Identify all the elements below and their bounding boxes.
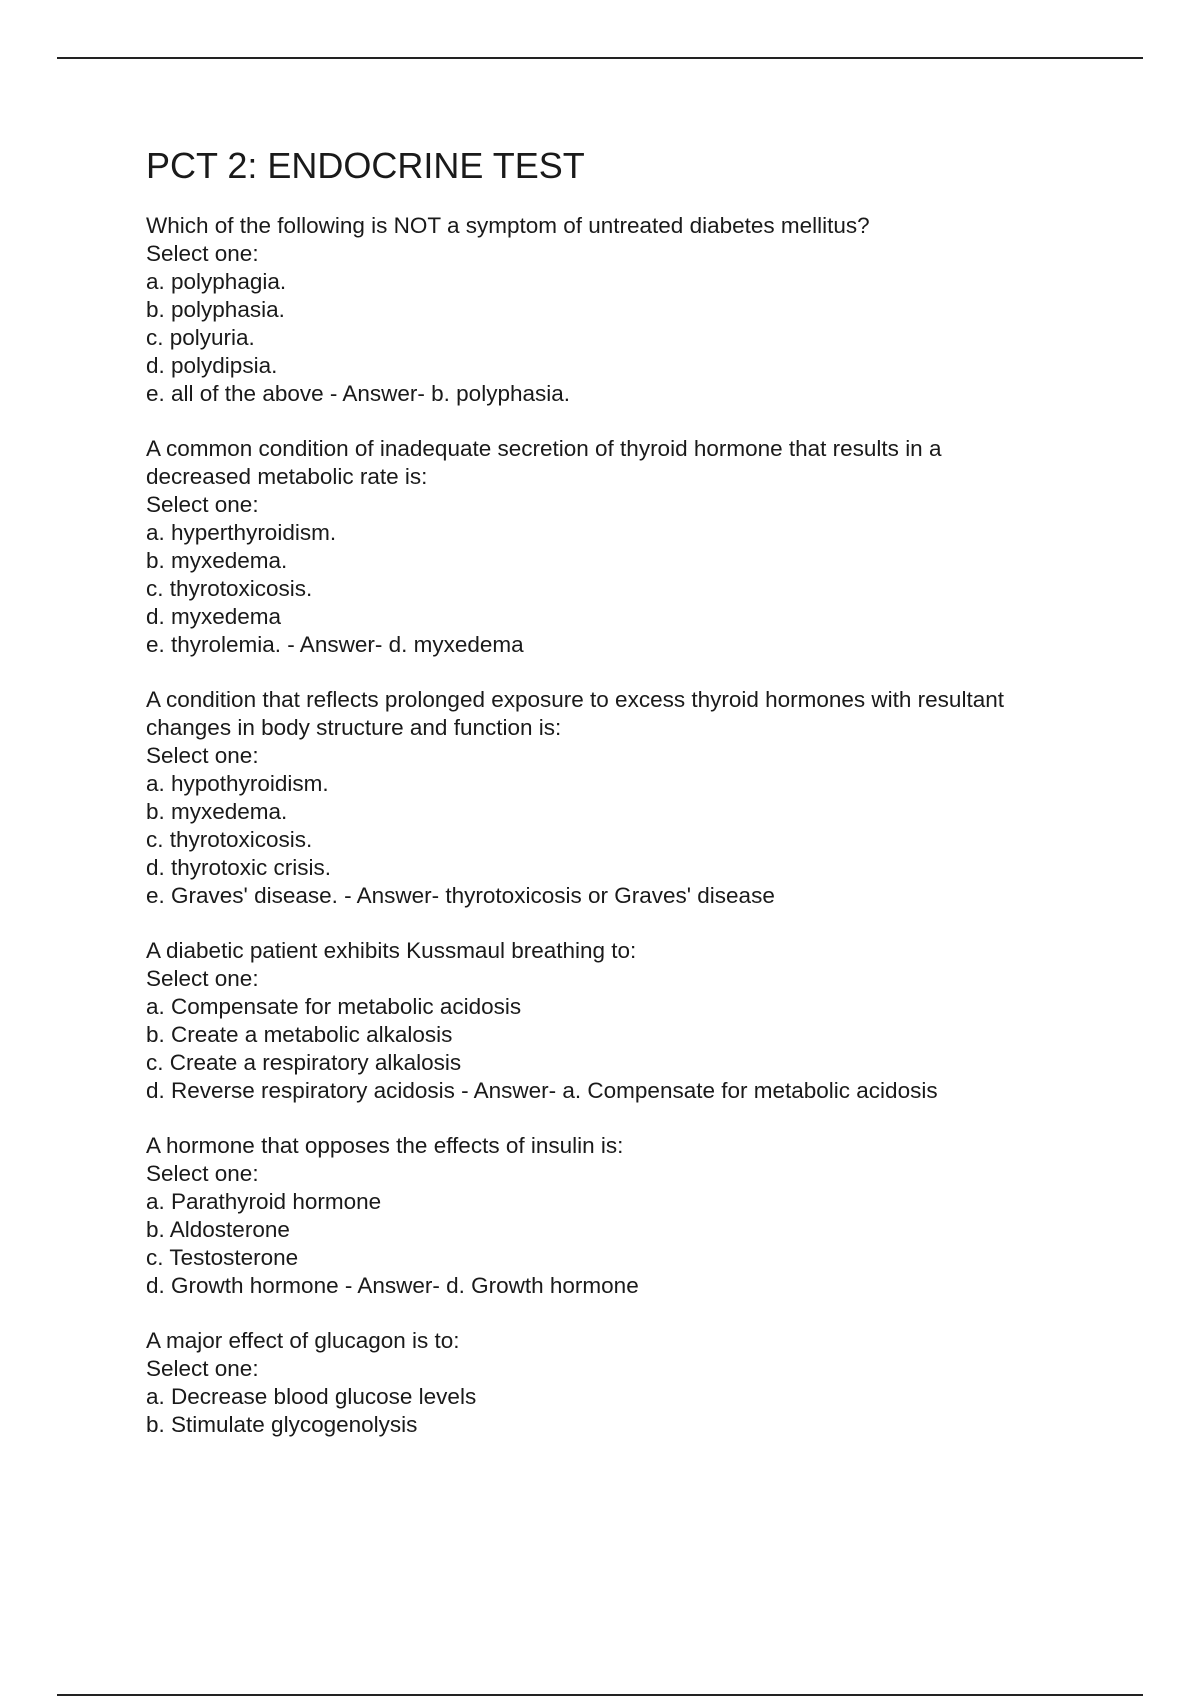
question-text: decreased metabolic rate is: [146,464,428,489]
option-line: a. hypothyroidism. [146,771,329,796]
option-line: d. polydipsia. [146,353,278,378]
document-body [146,140,1106,1466]
question-text: A diabetic patient exhibits Kussmaul breathing to: [146,938,637,963]
select-prompt: Select one: [146,1161,259,1186]
question-5 [146,1132,1106,1300]
option-line: a. Compensate for metabolic acidosis [146,994,522,1019]
question-1 [146,212,1106,408]
footer-rule [57,1694,1143,1696]
option-line: c. Testosterone [146,1245,299,1270]
question-text: A major effect of glucagon is to: [146,1328,460,1353]
option-answer-line: e. thyrolemia. - Answer- d. myxedema [146,632,524,657]
question-text: A common condition of inadequate secretion of thyroid hormone that results in a [146,436,942,461]
header-rule [57,57,1143,59]
option-line: d. myxedema [146,604,282,629]
option-answer-line: d. Reverse respiratory acidosis - Answer- a. Compensate for metabolic acidosis [146,1078,938,1103]
option-answer-line: d. Growth hormone - Answer- d. Growth hormone [146,1273,639,1298]
option-answer-line: e. all of the above - Answer- b. polyphasia. [146,381,570,406]
select-prompt: Select one: [146,966,259,991]
question-text: Which of the following is NOT a symptom of untreated diabetes mellitus? [146,213,870,238]
option-line: c. Create a respiratory alkalosis [146,1050,462,1075]
option-line: b. myxedema. [146,548,288,573]
select-prompt: Select one: [146,1356,259,1381]
option-answer-line: e. Graves' disease. - Answer- thyrotoxicosis or Graves' disease [146,883,775,908]
question-3 [146,686,1106,910]
select-prompt: Select one: [146,492,259,517]
option-line: b. Stimulate glycogenolysis [146,1412,418,1437]
question-6 [146,1327,1106,1439]
option-line: c. polyuria. [146,325,255,350]
option-line: b. Aldosterone [146,1217,290,1242]
question-2 [146,435,1106,659]
option-line: a. Decrease blood glucose levels [146,1384,477,1409]
select-prompt: Select one: [146,743,259,768]
question-text: changes in body structure and function is: [146,715,562,740]
option-line: b. Create a metabolic alkalosis [146,1022,453,1047]
question-text: A hormone that opposes the effects of insulin is: [146,1133,624,1158]
option-line: d. thyrotoxic crisis. [146,855,332,880]
question-text: A condition that reflects prolonged exposure to excess thyroid hormones with resultant [146,687,1004,712]
option-line: a. polyphagia. [146,269,287,294]
option-line: c. thyrotoxicosis. [146,827,313,852]
option-line: c. thyrotoxicosis. [146,576,313,601]
option-line: b. polyphasia. [146,297,285,322]
select-prompt: Select one: [146,241,259,266]
option-line: b. myxedema. [146,799,288,824]
question-4 [146,937,1106,1105]
option-line: a. Parathyroid hormone [146,1189,382,1214]
option-line: a. hyperthyroidism. [146,520,337,545]
page-title: PCT 2: ENDOCRINE TEST [146,145,585,186]
